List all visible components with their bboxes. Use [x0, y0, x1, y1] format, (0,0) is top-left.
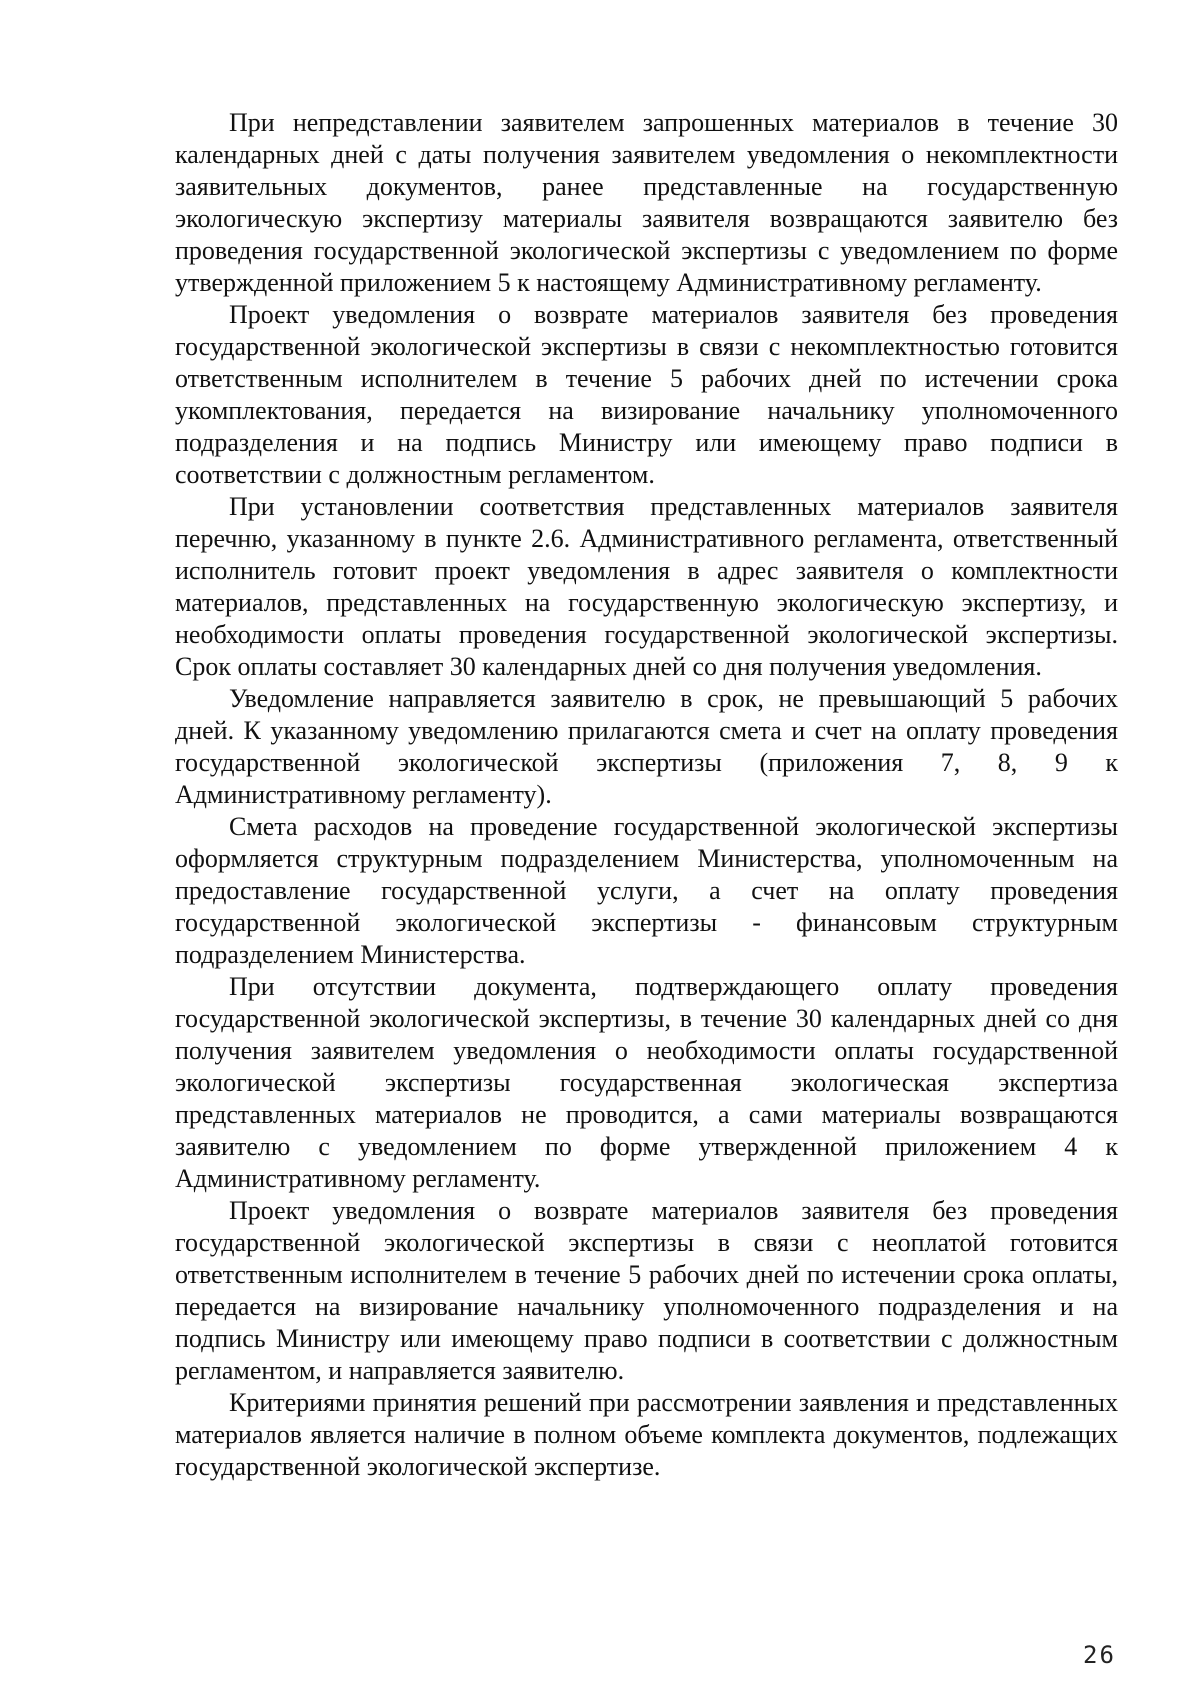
paragraph-completeness-notice: При установлении соответствия представленных материалов заявителя перечню, указанному в пункте 2.6. Административного регламента, ответственный исполнитель готовит проект уведомления в адрес заявителя о комплектности материалов, представленных на государственную экологическую экспертизу, и необходимости оплаты проведения государственной экологической экспертизы. Срок оплаты составляет 30 календарных дней со дня получения уведомления.	[175, 492, 1118, 681]
paragraph-decision-criteria: Критериями принятия решений при рассмотрении заявления и представленных материалов является наличие в полном объеме комплекта документов, подлежащих государственной экологической экспертизе.	[175, 1388, 1118, 1481]
paragraph-notice-deadline: Уведомление направляется заявителю в срок, не превышающий 5 рабочих дней. К указанному уведомлению прилагаются смета и счет на оплату проведения государственной экологической экспертизы (приложения 7, 8, 9 к Административному регламенту).	[175, 684, 1118, 809]
paragraph-return-notice-draft: Проект уведомления о возврате материалов заявителя без проведения государственной экологической экспертизы в связи с некомплектностью готовится ответственным исполнителем в течение 5 рабочих дней по истечении срока укомплектования, передается на визирование начальнику уполномоченного подразделения и на подпись Министру или имеющему право подписи в соответствии с должностным регламентом.	[175, 300, 1118, 489]
paragraph-return-incomplete: При непредставлении заявителем запрошенных материалов в течение 30 календарных дней с даты получения заявителем уведомления о некомплектности заявительных документов, ранее представленные на государственную экологическую экспертизу материалы заявителя возвращаются заявителю без проведения государственной экологической экспертизы с уведомлением по форме утвержденной приложением 5 к настоящему Административному регламенту.	[175, 108, 1118, 297]
page-number: 26	[1083, 1641, 1116, 1669]
paragraph-cost-estimate: Смета расходов на проведение государственной экологической экспертизы оформляется структурным подразделением Министерства, уполномоченным на предоставление государственной услуги, а счет на оплату проведения государственной экологической экспертизы - финансовым структурным подразделением Министерства.	[175, 812, 1118, 969]
paragraph-nonpayment-return-draft: Проект уведомления о возврате материалов заявителя без проведения государственной экологической экспертизы в связи с неоплатой готовится ответственным исполнителем в течение 5 рабочих дней по истечении срока оплаты, передается на визирование начальнику уполномоченного подразделения и на подпись Министру или имеющему право подписи в соответствии с должностным регламентом, и направляется заявителю.	[175, 1196, 1118, 1385]
paragraph-no-payment: При отсутствии документа, подтверждающего оплату проведения государственной экологической экспертизы, в течение 30 календарных дней со дня получения заявителем уведомления о необходимости оплаты государственной экологической экспертизы государственная экологическая экспертиза представленных материалов не проводится, а сами материалы возвращаются заявителю с уведомлением по форме утвержденной приложением 4 к Административному регламенту.	[175, 972, 1118, 1193]
body-text	[175, 107, 1118, 1483]
